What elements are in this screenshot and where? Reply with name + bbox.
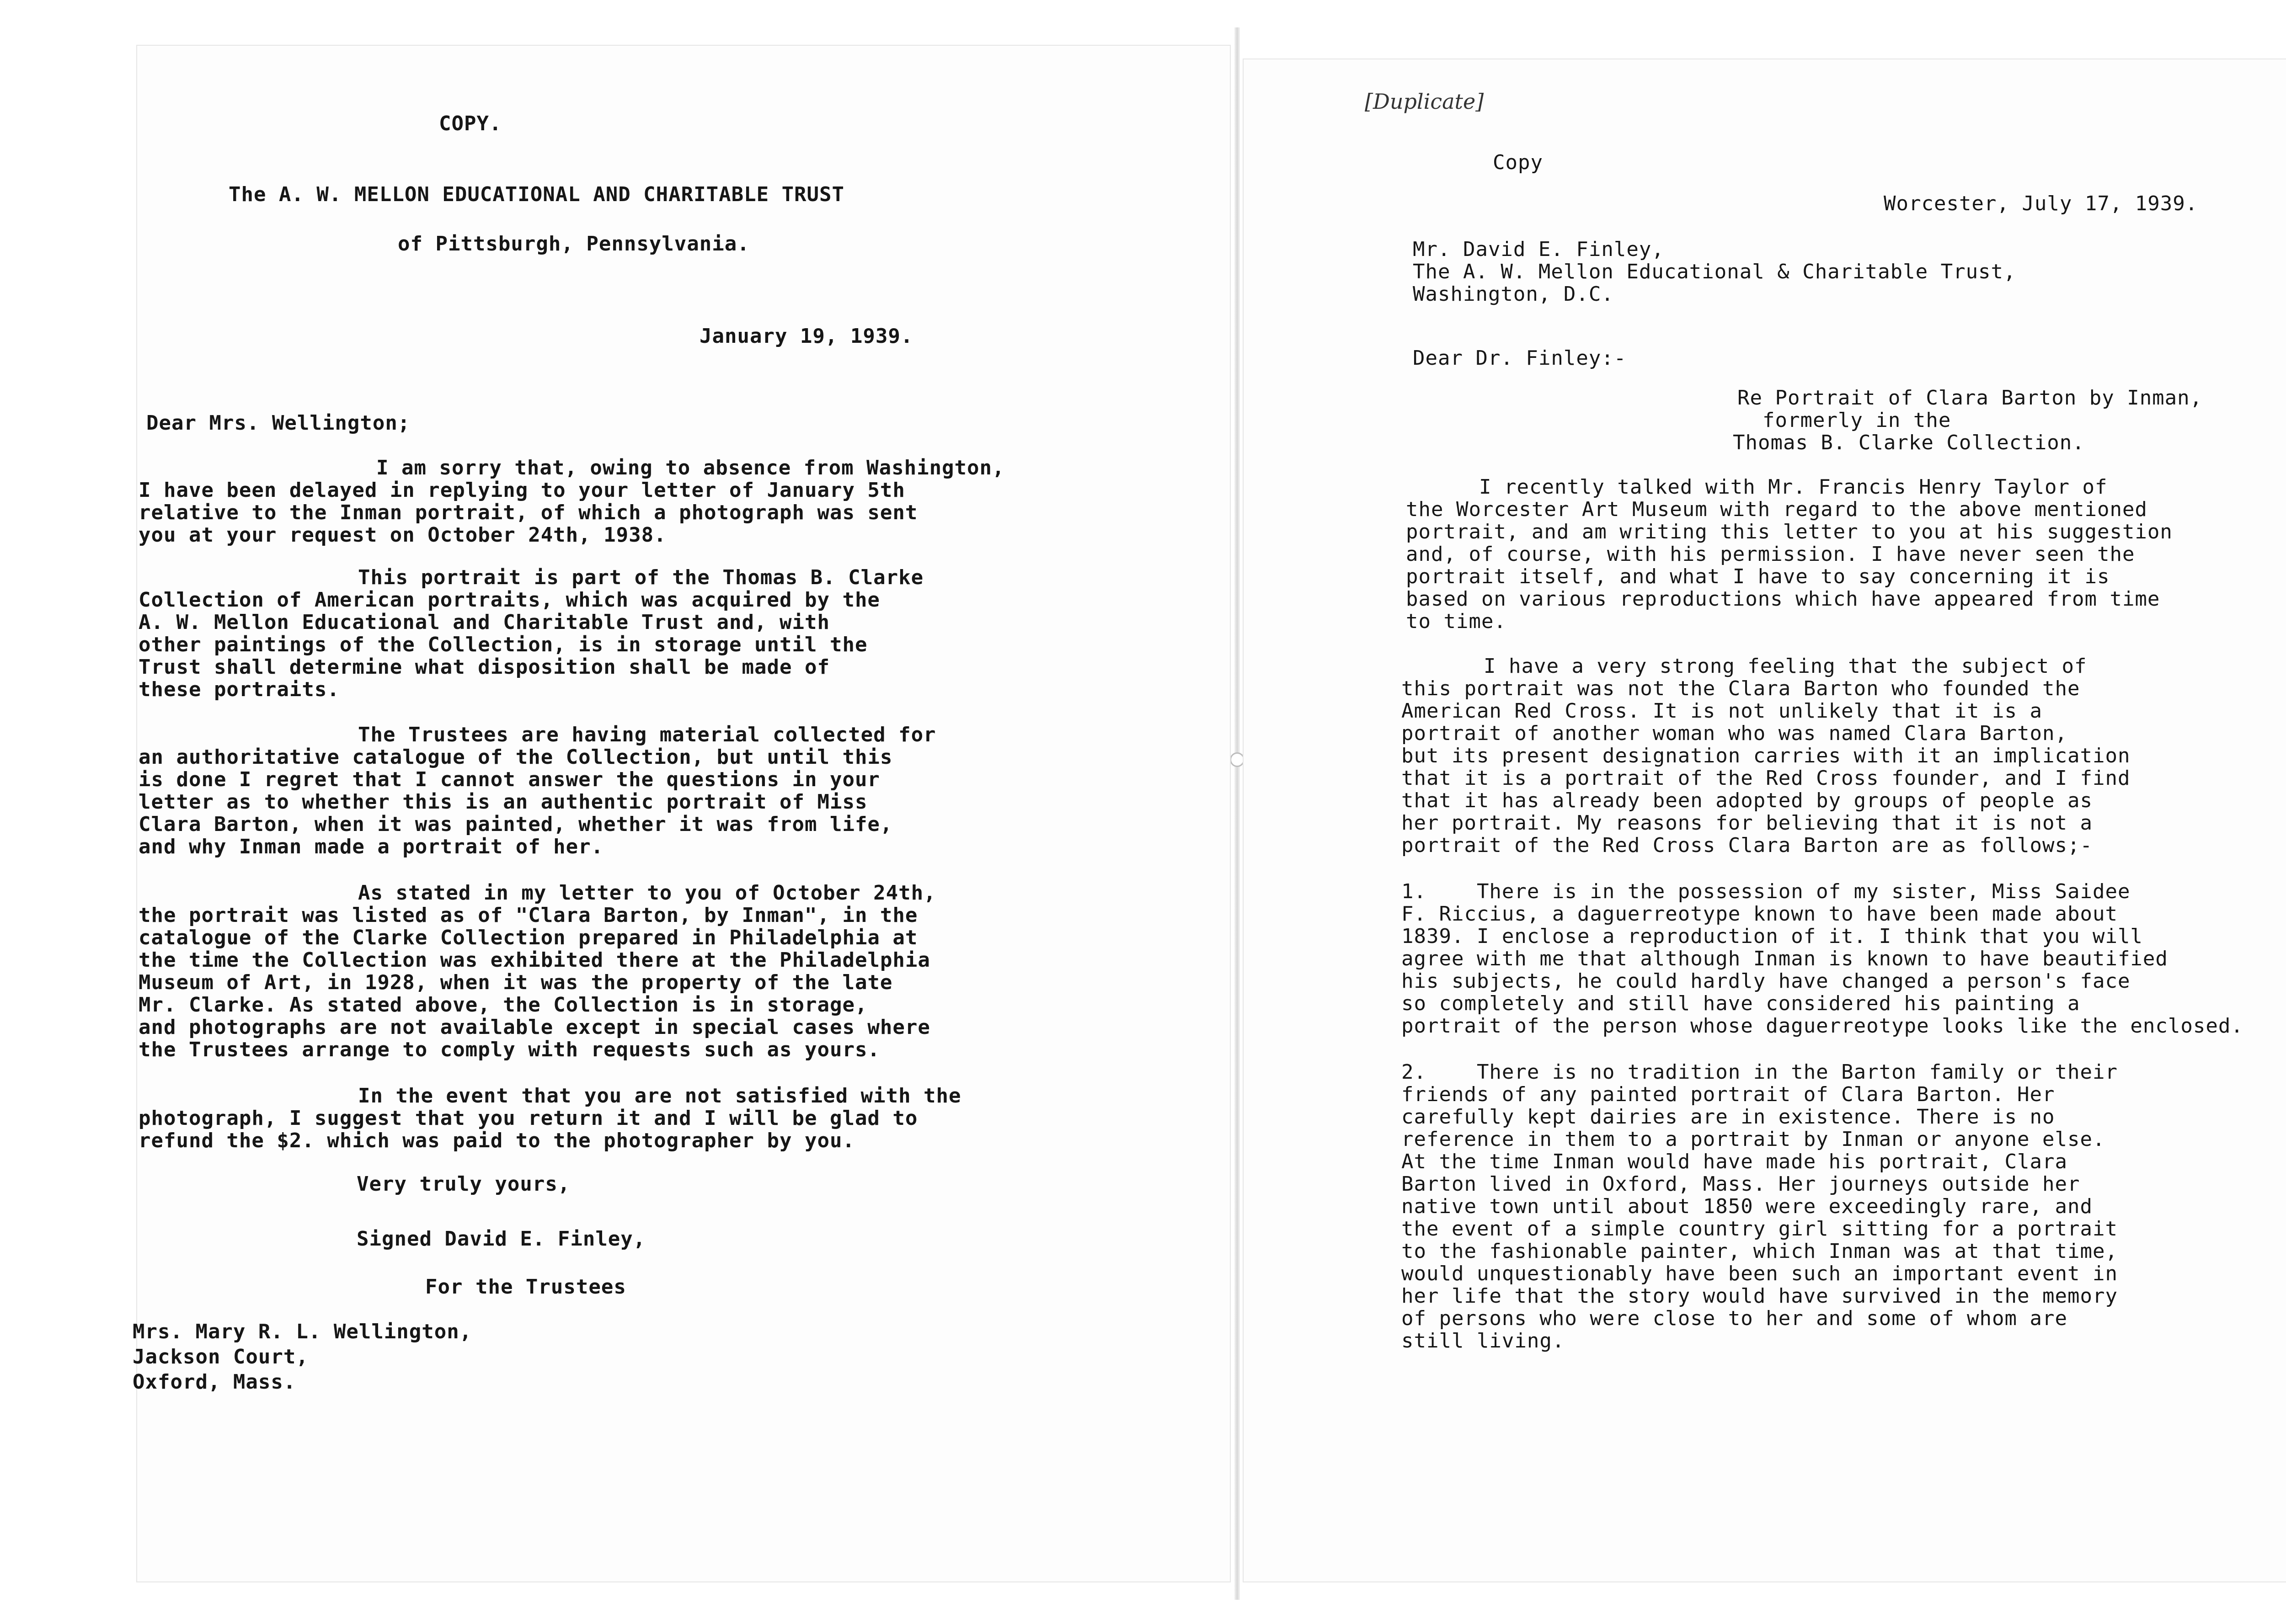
numbered-point: Barton lived in Oxford, Mass. Her journeys outside her — [1401, 1172, 2080, 1196]
salutation: Dear Mrs. Wellington; — [146, 411, 411, 435]
letter-paragraph: refund the $2. which was paid to the photographer by you. — [139, 1129, 855, 1152]
letter-paragraph: portrait itself, and what I have to say concerning it is — [1406, 565, 2110, 588]
letter-paragraph: A. W. Mellon Educational and Charitable Trust and, with — [139, 611, 830, 634]
letter-paragraph: the Worcester Art Museum with regard to the above mentioned — [1406, 498, 2147, 521]
letter-paragraph: that it is a portrait of the Red Cross founder, and I find — [1401, 767, 2131, 790]
letter-paragraph: portrait of another woman who was named Clara Barton, — [1401, 722, 2067, 745]
numbered-point: reference in them to a portrait by Inman or anyone else. — [1401, 1128, 2105, 1151]
numbered-point: his subjects, he could hardly have changed a person's face — [1401, 969, 2131, 993]
signature: Signed David E. Finley, — [357, 1227, 646, 1251]
letter-paragraph: based on various reproductions which have appeared from time — [1406, 587, 2160, 611]
letter-paragraph: I have a very strong feeling that the subject of — [1484, 655, 2087, 678]
letter-paragraph: I have been delayed in replying to your letter of January 5th — [139, 479, 905, 502]
letter-paragraph: and photographs are not available except in special cases where — [139, 1016, 930, 1039]
letter-paragraph: portrait of the Red Cross Clara Barton are as follows;- — [1401, 834, 2093, 857]
place-date: Worcester, July 17, 1939. — [1884, 192, 2198, 215]
letter-paragraph: and why Inman made a portrait of her. — [139, 835, 604, 858]
organization-name: The A. W. MELLON EDUCATIONAL AND CHARITABLE TRUST — [229, 183, 845, 206]
recipient-address: Jackson Court, — [133, 1345, 309, 1368]
numbered-point: 2. There is no tradition in the Barton family or their — [1401, 1060, 2118, 1084]
recipient-address: Washington, D.C. — [1413, 282, 1614, 306]
letter-paragraph: photograph, I suggest that you return it and I will be glad to — [139, 1107, 918, 1130]
letter-date: January 19, 1939. — [700, 325, 913, 348]
numbered-point: At the time Inman would have made his portrait, Clara — [1401, 1150, 2067, 1173]
organization-location: of Pittsburgh, Pennsylvania. — [398, 232, 750, 256]
letter-paragraph: an authoritative catalogue of the Collection, but until this — [139, 745, 893, 769]
copy-label: COPY. — [439, 112, 502, 135]
letter-paragraph: American Red Cross. It is not unlikely that it is a — [1401, 699, 2043, 723]
letter-paragraph: The Trustees are having material collected for — [358, 723, 936, 746]
letter-paragraph: Collection of American portraits, which was acquired by the — [139, 588, 880, 612]
letter-paragraph: these portraits. — [139, 678, 340, 701]
recipient-address: Mr. David E. Finley, — [1413, 238, 1664, 261]
numbered-point: native town until about 1850 were exceedingly rare, and — [1401, 1195, 2093, 1218]
letter-paragraph: is done I regret that I cannot answer the questions in your — [139, 768, 880, 791]
letter-paragraph: In the event that you are not satisfied with the — [358, 1084, 961, 1108]
letter-paragraph: I recently talked with Mr. Francis Henry Taylor of — [1479, 475, 2108, 499]
binder-hole — [1230, 752, 1244, 767]
letter-paragraph: other paintings of the Collection, is in storage until the — [139, 633, 868, 656]
recipient-address: Oxford, Mass. — [133, 1370, 296, 1394]
letter-paragraph: Museum of Art, in 1928, when it was the property of the late — [139, 971, 893, 994]
letter-paragraph: that it has already been adopted by groups of people as — [1401, 789, 2093, 812]
page-fold — [1234, 27, 1240, 1600]
closing: Very truly yours, — [357, 1172, 571, 1196]
numbered-point: so completely and still have considered his painting a — [1401, 992, 2080, 1015]
letter-paragraph: to time. — [1406, 610, 1506, 633]
numbered-point: F. Riccius, a daguerreotype known to have been made about — [1401, 902, 2118, 926]
letter-paragraph: you at your request on October 24th, 1938. — [139, 523, 667, 547]
letter-paragraph: the portrait was listed as of "Clara Barton, by Inman", in the — [139, 904, 918, 927]
salutation: Dear Dr. Finley:- — [1413, 346, 1627, 370]
letter-paragraph: Trust shall determine what disposition shall be made of — [139, 655, 830, 679]
subject-line: Re Portrait of Clara Barton by Inman, — [1737, 386, 2203, 410]
handwritten-duplicate-note: [Duplicate] — [1365, 89, 1484, 114]
numbered-point: 1839. I enclose a reproduction of it. I think that you will — [1401, 925, 2143, 948]
letter-paragraph: but its present designation carries with it an implication — [1401, 744, 2131, 767]
numbered-point: portrait of the person whose daguerreotype looks like the enclosed. — [1401, 1014, 2243, 1038]
letter-paragraph: As stated in my letter to you of October 24th, — [358, 881, 936, 905]
letter-paragraph: letter as to whether this is an authentic portrait of Miss — [139, 790, 868, 814]
letter-paragraph: I am sorry that, owing to absence from Washington, — [376, 456, 1005, 479]
letter-paragraph: portrait, and am writing this letter to you at his suggestion — [1406, 520, 2173, 543]
numbered-point: of persons who were close to her and some of whom are — [1401, 1307, 2067, 1330]
subject-line: Thomas B. Clarke Collection. — [1733, 431, 2085, 454]
numbered-point: 1. There is in the possession of my sister, Miss Saidee — [1401, 880, 2131, 903]
subject-line: formerly in the — [1763, 409, 1951, 432]
numbered-point: carefully kept dairies are in existence. There is no — [1401, 1105, 2055, 1129]
signature-title: For the Trustees — [425, 1275, 626, 1299]
recipient-address: The A. W. Mellon Educational & Charitable Trust, — [1413, 260, 2016, 283]
numbered-point: to the fashionable painter, which Inman was at that time, — [1401, 1240, 2118, 1263]
letter-paragraph: relative to the Inman portrait, of which a photograph was sent — [139, 501, 918, 524]
letter-paragraph: and, of course, with his permission. I have never seen the — [1406, 543, 2135, 566]
numbered-point: agree with me that although Inman is known to have beautified — [1401, 947, 2168, 970]
numbered-point: still living. — [1401, 1329, 1565, 1352]
letter-paragraph: this portrait was not the Clara Barton who founded the — [1401, 677, 2080, 700]
letter-paragraph: catalogue of the Clarke Collection prepared in Philadelphia at — [139, 926, 918, 949]
numbered-point: would unquestionably have been such an important event in — [1401, 1262, 2118, 1285]
letter-paragraph: her portrait. My reasons for believing that it is not a — [1401, 811, 2093, 835]
letter-paragraph: Mr. Clarke. As stated above, the Collection is in storage, — [139, 993, 868, 1017]
numbered-point: friends of any painted portrait of Clara Barton. Her — [1401, 1083, 2055, 1106]
copy-label: Copy — [1493, 151, 1543, 174]
letter-paragraph: This portrait is part of the Thomas B. Clarke — [358, 566, 924, 589]
numbered-point: her life that the story would have survived in the memory — [1401, 1284, 2118, 1308]
letter-paragraph: Clara Barton, when it was painted, whether it was from life, — [139, 813, 893, 836]
recipient-address: Mrs. Mary R. L. Wellington, — [133, 1320, 472, 1343]
letter-paragraph: the time the Collection was exhibited there at the Philadelphia — [139, 948, 930, 972]
letter-paragraph: the Trustees arrange to comply with requests such as yours. — [139, 1038, 880, 1061]
numbered-point: the event of a simple country girl sitting for a portrait — [1401, 1217, 2118, 1241]
